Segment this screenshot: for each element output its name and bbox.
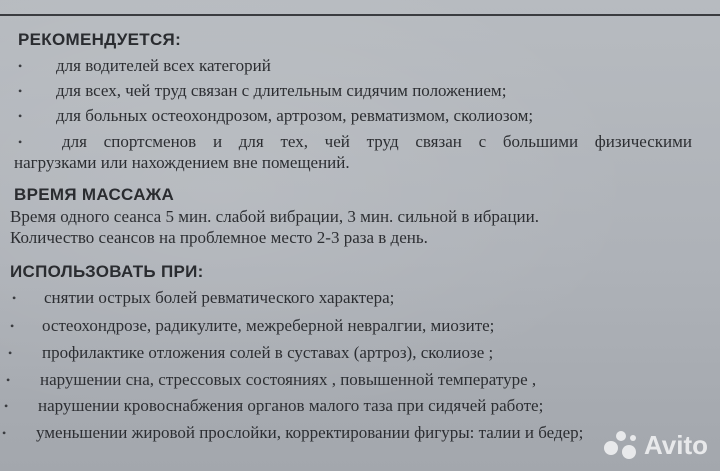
bullet-icon: • xyxy=(18,109,23,123)
bullet-icon: • xyxy=(18,84,23,98)
top-divider xyxy=(0,14,720,16)
session-duration-text: Время одного сеанса 5 мин. слабой вибрации, 3 мин. сильной в ибрации. xyxy=(10,207,539,226)
massage-time-heading: ВРЕМЯ МАССАЖА xyxy=(14,185,175,204)
recommended-heading: РЕКОМЕНДУЕТСЯ: xyxy=(18,30,182,49)
use-item-5: нарушении кровоснабжения органов малого таза при сидячей работе; xyxy=(38,396,544,415)
recommended-item-3: для больных остеохондрозом, артрозом, ревматизмом, сколиозом; xyxy=(56,106,534,125)
bullet-icon: • xyxy=(2,426,7,440)
bullet-icon: • xyxy=(18,135,23,149)
avito-watermark xyxy=(604,430,708,461)
use-item-4: нарушении сна, стрессовых состояниях , повышенной температуре , xyxy=(40,370,537,389)
use-item-3: профилактике отложения солей в суставах (артроз), сколиозе ; xyxy=(42,343,494,362)
bullet-icon: • xyxy=(18,59,23,73)
use-when-heading: ИСПОЛЬЗОВАТЬ ПРИ: xyxy=(10,262,204,281)
recommended-item-4: для спортсменов и для тех, чей труд связан с большими физическими xyxy=(62,132,692,151)
bullet-icon: • xyxy=(6,373,11,387)
bullet-icon: • xyxy=(4,399,9,413)
use-item-6: уменьшении жировой прослойки, корректировании фигуры: талии и бедер; xyxy=(36,423,584,442)
avito-watermark-text: Avito xyxy=(643,430,708,460)
recommended-item-2: для всех, чей труд связан с длительным сидячим положением; xyxy=(56,81,507,100)
bullet-icon: • xyxy=(12,291,17,305)
sessions-count-text: Количество сеансов на проблемное место 2-3 раза в день. xyxy=(10,228,428,247)
use-item-1: снятии острых болей ревматического характера; xyxy=(44,288,395,307)
bullet-icon: • xyxy=(8,346,13,360)
recommended-item-1: для водителей всех категорий xyxy=(56,56,271,75)
bullet-icon: • xyxy=(10,319,15,333)
use-item-2: остеохондрозе, радикулите, межреберной невралгии, миозите; xyxy=(42,316,495,335)
avito-logo-icon xyxy=(604,431,638,461)
recommended-item-4-continuation: нагрузками или нахождением вне помещений. xyxy=(14,153,350,172)
